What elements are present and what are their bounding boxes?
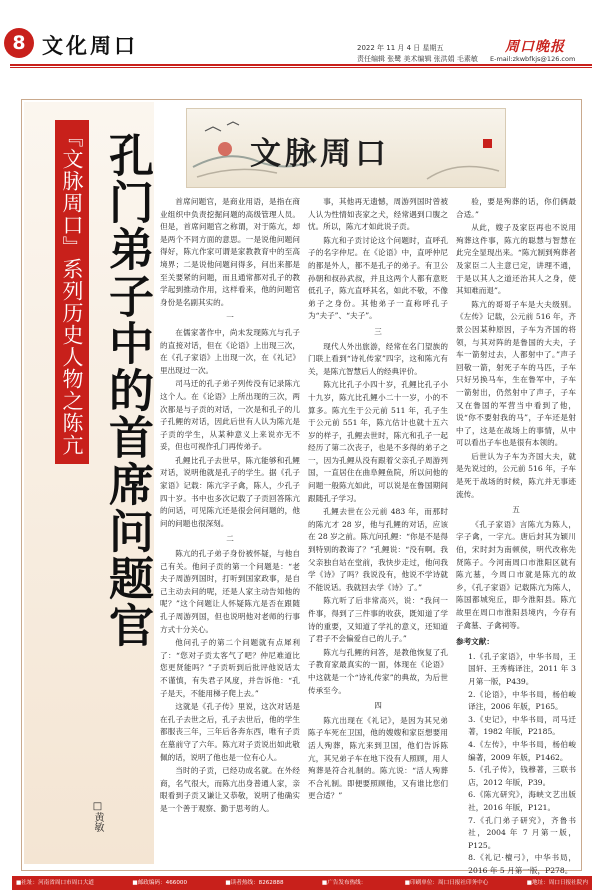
paragraph: 从此，嫂子及家臣再也不说用殉葬这件事，陈亢的聪慧与智慧在此完全显现出来。“陈亢制到殉葬者及家臣二人主意已定，讲理不通，于是以其人之道还治其人之身，使其知难而退”。 [456,223,576,296]
reference-item: 6.《陈亢研究》，海峡文艺出版社，2016 年版，P121。 [468,790,576,812]
reference-item: 4.《左传》，中华书局，杨伯峻编著，2009 年版，P1462。 [468,739,576,762]
references-heading: 参考文献： [456,637,494,647]
header-rule [10,64,592,66]
reference-item: 3.《史记》，中华书局，司马迁著，1982 年版，P2185。 [468,714,576,737]
footer-location: ■地址：周口日报社院内 [526,880,588,886]
footer-printer: ■印刷单位：周口日报社印务中心 [404,880,489,886]
footer-hotline: ■读者热线：8262888 [225,880,284,886]
header-rule-thin [10,67,592,68]
article-column-3 [456,196,576,877]
paragraph: 孔鲤比孔子去世早，陈亢能够和孔鲤对话，说明他就是孔子的学生。据《孔子家语》记载：陈亢字子禽，陈人，少孔子四十岁。书中也多次记载了子贡回答陈亢的问话，可见陈亢还是很会问问题的，他问的问题也很深刻。 [160,455,300,528]
paragraph: 后世认为子车为齐国大夫，就是先说过的，公元前 516 年，子车是死于战场的时候，陈亢并无事迹流传。 [456,451,576,499]
paragraph: 孔鲤去世在公元前 483 年，而那时的陈亢才 28 岁，他与孔鲤的对话，应该在 28 岁之前。陈亢问孔鲤：“你是不是得到特别的教诲了？”孔鲤说：“没有啊。我父亲独自站在堂前，我快步走过，他问我学《诗》了吗？我说没有，他说不学诗就不能说话。我就回去学《诗》了。” [308,507,448,592]
footer-postcode: ■邮政编码：466000 [132,880,187,886]
article-column-1 [160,196,300,817]
section-number: 三 [374,326,382,336]
paragraph: 司马迁的孔子弟子列传没有记录陈亢这个人。在《论语》上所出现的三次，两次都是与子贡的对话，一次是和孔子的儿子孔鲤的对话，因此后世有人认为陈亢是子贡的学生，从某种意义上来说亦无不妥，但也可视作孔门再传弟子。 [160,379,300,452]
paragraph: 在儒家著作中，尚未发现陈亢与孔子的直接对话，但在《论语》上出现三次，在《孔子家语》上出现一次，在《礼记》里出现过一次。 [160,327,300,375]
paragraph: 陈亢出现在《礼记》，是因为其兄弟陈子车死在卫国，他的嫂嫂和家臣想要用活人殉葬，陈亢来到卫国，他们告诉陈亢，其兄弟子车在地下没有人照顾，用人殉葬是符合礼制的。陈亢说：“活人殉葬不合礼制。即便要照顾他，又有谁比您们更合适？” [308,715,448,801]
footer-ad-hotline: ■广告发布热线： [321,880,367,886]
banner-title: 文脉周口 [250,136,390,172]
seal-icon [218,142,232,156]
paragraph: 验，要是殉葬的话，你们俩最合适。” [456,197,576,219]
paragraph: 陈亢的哥哥子车是大夫级别。《左传》记载，公元前 516 年，齐景公因某种原因，子车为齐国的将领，与其对阵的是鲁国的大夫，子车一箭射过去，人都射中了。”声子回敬一箭，射死子车的马匹，子车只好另换马车，生在鲁军中，子车一箭射出，仍然射中了声子，子车又在鲁国的军营当中看到了他，说“你不要射我的马”，子车还是射中了，这是在战场上的事情，从中可以看出子车也是很有本领的。 [456,299,576,448]
paragraph: 陈亢比孔子小四十岁，孔鲤比孔子小十九岁，陈亢比孔鲤小二十一岁，小的不算多。陈亢生于公元前 511 年，孔子生于公元前 551 年，陈亢估计也就十五六岁的样子，孔鲤去世时，陈亢和孔子一起经历了第二次丧子，也是不多得的弟子之一，因为孔鲤从没有跟着父亲孔子周游列国，一直居住在曲阜鲤鱼院，所以问他的问题一般陈亢如此，可以说是在鲁国期间跟随孔子学习。 [308,380,448,503]
reference-item: 1.《孔子家语》，中华书局，王国轩、王秀梅译注，2011 年 3 月第一版，P439。 [468,651,576,686]
contact-email: E-mail:zkwbfkjs@126.com [490,55,576,63]
article-column-2 [308,196,448,804]
author-name: 黄敏 [92,812,103,832]
paragraph: 陈亢听了后非常高兴，说：“我问一件事，得到了三件事的收获，既知道了学诗的重要，又知道了学礼的意义，还知道了君子不会偏爱自己的儿子。” [308,596,448,644]
newspaper-logo: 周口晚报 [505,39,565,55]
author-mark: □ [92,801,103,812]
paragraph: 陈亢与孔鲤的问答，是教他恢复了孔子教育家最真实的一面，体现在《论语》中这就是一个“诗礼传家”的典故，为后世传承至今。 [308,647,448,695]
paragraph: 现代人外出旅游，经常在名门望族的门联上看到“诗礼传家”四字，这和陈亢有关，是陈亢智慧后人的经典评价。 [308,341,448,376]
article-headline: 孔门弟子中的首席问题官 [101,132,154,649]
bird-icon [205,122,239,131]
section-number: 四 [374,701,382,711]
author-byline [91,801,104,832]
section-number: 五 [512,505,520,515]
issue-date: 2022 年 11 月 4 日 星期五 [357,44,444,52]
footer-bar [12,876,592,890]
section-number: 二 [226,534,234,544]
footer-address: ■社址：河南省周口市周口大道 [16,880,95,886]
page-number-badge: 8 [4,28,34,58]
section-number: 一 [226,313,234,323]
reference-item: 7.《孔门弟子研究》，齐鲁书社，2004 年 7 月第一版，P125。 [468,815,576,850]
reference-item: 8.《礼记·檀弓》，中华书局，2016 年 5 月第一版，P278。 [468,853,576,875]
paragraph: 陈亢和子贡讨论这个问题时，直呼孔子的名字仲尼。在《论语》中，直呼仲尼的都是外人，都不是孔子的弟子。有卫公孙朝和叔孙武叔，并且这两个人都有意贬低孔子，陈亢直呼其名，如此不敬，不像弟子之身份。其他弟子一直称呼孔子为“夫子”、“夫子”。 [308,235,448,321]
paragraph: 陈亢的孔子弟子身份被怀疑，与他自己有关。他问子贡的第一个问题是：“老夫子周游列国时，打听到国家政事，是自己主动去问的呢，还是人家主动告知他的呢？”这个问题让人怀疑陈亢是否在跟随孔子周游列国，但也说明他对老师的行事方式十分关心。 [160,549,300,634]
paragraph: 首席问题官，是商业用语，是指在商业组织中负责挖掘问题的高级管理人员。但是，首席问题官之称谓，对于陈亢，却是两个不同方面的意思。一是说他问题问得好，陈亢作家可谓是家教教育中的至高境界；二是说他问题问得多，问出来都是至关要紧的问题，而且通常都对孔子的教学起到推动作用，这样看来，他的问题官身份是名副其实的。 [160,197,300,307]
editors-line: 责任编辑 张鹭 美术编辑 张洪娟 毛素敏 [357,55,478,63]
paragraph: 当时的子贡，已经功成名就。在外经商，名气很大，而陈亢出身普通人家，亲眼看到子贡又谦让又恭敬，说明了他确实是一个善于观察、勤于思考的人。 [160,766,300,813]
paragraph: 《孔子家语》言陈亢为陈人，字子禽，一字亢。唐后封其为颖川伯，宋时封为南顿侯，明代改称先贤陈子。今河南周口市淮阳区就有陈亢墓，今周口市就是陈亢的故乡，《孔子家语》记载陈亢为陈人，陈国都城宛丘，即今淮阳县。陈亢故里在周口市淮阳县境内，今存有子禽墓、子禽祠等。 [456,519,576,630]
reference-item: 2.《论语》，中华书局，杨伯峻译注，2006 年版，P165。 [468,689,576,712]
paragraph: 他问孔子的第二个问题就有点犀利了：“您对子贡太客气了吧？仲尼难道比您更贤能吗？”子贡听到后批评他说话太不谨慎，有失君子风度，并告诉他：“孔子是天，不能用梯子爬上去。” [160,638,300,698]
paragraph: 这就是《孔子传》里说，这次对话是在孔子去世之后，孔子去世后，他的学生都服丧三年，三年后各奔东西，唯有子贡在墓前守了六年。陈亢对子贡说出如此敬佩的话，说明了他也是一位有心人。 [160,702,300,762]
section-title: 文化周口 [42,34,138,58]
series-label: 『文脉周口』系列历史人物之陈亢 [60,126,84,456]
paragraph: 事，其他再无遗憾，周游列国时曾被人认为性情如丧家之犬，经常遇到口腹之忧。所以，陈亢才如此说子贡。 [308,197,448,232]
reference-item: 5.《孔子传》，钱穆著，三联书店，2012 年版，P39。 [468,765,576,787]
